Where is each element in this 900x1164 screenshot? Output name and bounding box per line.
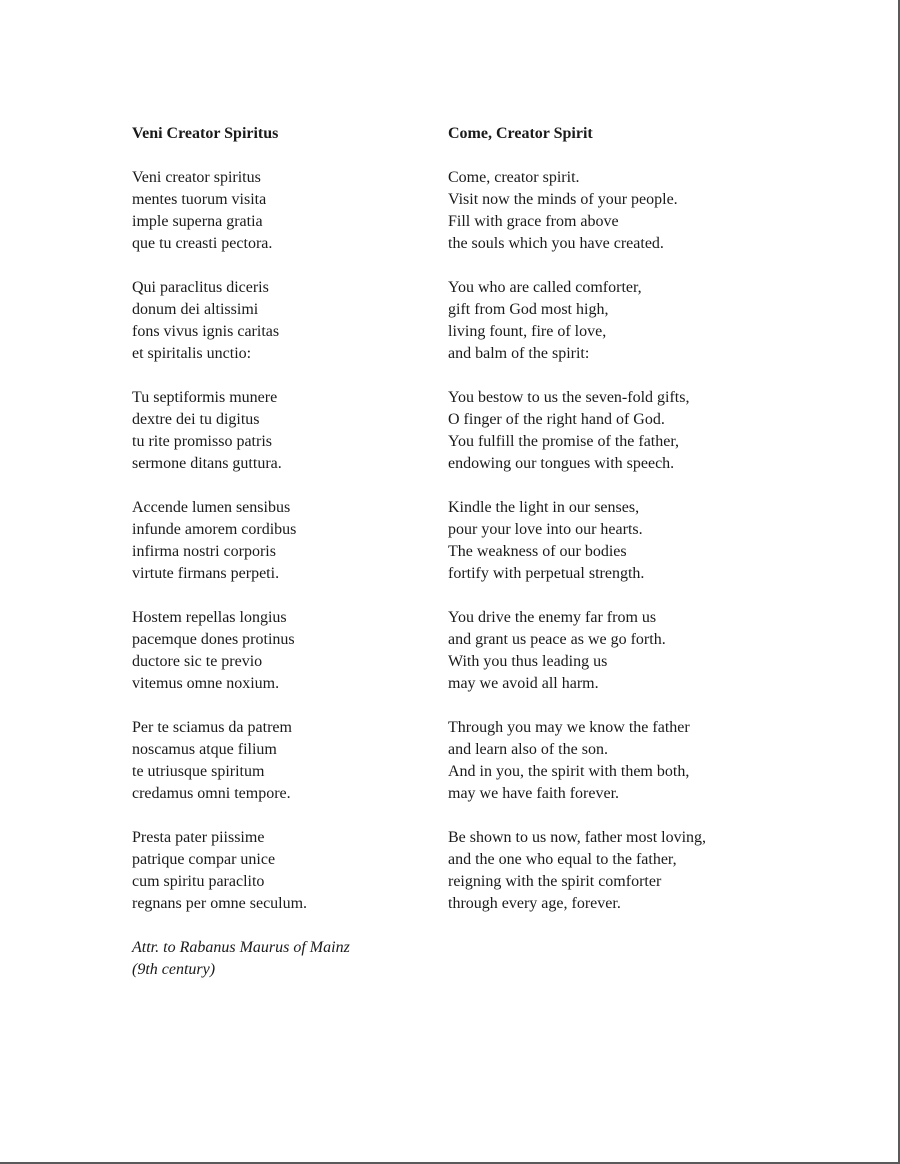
attribution [132,937,432,981]
latin-line: que tu creasti pectora. [132,235,273,252]
english-line: may we have faith forever. [448,785,620,802]
latin-line: vitemus omne noxium. [132,675,280,692]
english-line: gift from God most high, [448,301,609,318]
english-line: Visit now the minds of your people. [448,191,678,208]
latin-stanza-1 [132,167,432,255]
english-stanza-7 [448,827,868,915]
english-stanza-3 [448,387,868,475]
latin-line: donum dei altissimi [132,301,259,318]
latin-stanza-3 [132,387,432,475]
english-line: You who are called comforter, [448,279,642,296]
latin-column [132,123,432,981]
latin-line: ductore sic te previo [132,653,263,670]
english-line: O finger of the right hand of God. [448,411,665,428]
english-stanza-4 [448,497,868,585]
latin-line: Accende lumen sensibus [132,499,291,516]
english-line: With you thus leading us [448,653,608,670]
english-title: Come, Creator Spirit [448,125,593,142]
english-line: Through you may we know the father [448,719,690,736]
latin-line: Hostem repellas longius [132,609,287,626]
latin-line: virtute firmans perpeti. [132,565,280,582]
latin-stanza-4 [132,497,432,585]
latin-line: credamus omni tempore. [132,785,291,802]
latin-stanza-6 [132,717,432,805]
english-stanza-1 [448,167,868,255]
english-line: pour your love into our hearts. [448,521,643,538]
english-line: fortify with perpetual strength. [448,565,645,582]
latin-stanza-7 [132,827,432,915]
english-line: Be shown to us now, father most loving, [448,829,707,846]
latin-stanza-5 [132,607,432,695]
english-stanza-5 [448,607,868,695]
latin-line: cum spiritu paraclito [132,873,265,890]
english-line: may we avoid all harm. [448,675,599,692]
english-line: Kindle the light in our senses, [448,499,640,516]
latin-line: dextre dei tu digitus [132,411,260,428]
english-column [448,123,868,937]
english-line: You drive the enemy far from us [448,609,657,626]
english-line: You bestow to us the seven-fold gifts, [448,389,690,406]
english-line: Come, creator spirit. [448,169,580,186]
latin-line: noscamus atque filium [132,741,277,758]
english-line: and balm of the spirit: [448,345,590,362]
latin-line: fons vivus ignis caritas [132,323,280,340]
latin-line: pacemque dones protinus [132,631,295,648]
english-line: and grant us peace as we go forth. [448,631,666,648]
latin-stanza-2 [132,277,432,365]
english-line: The weakness of our bodies [448,543,627,560]
english-stanza-2 [448,277,868,365]
attribution-date: (9th century) [132,961,216,978]
latin-line: imple superna gratia [132,213,263,230]
latin-line: patrique compar unice [132,851,276,868]
attribution-author: Attr. to Rabanus Maurus of Mainz [132,939,350,956]
latin-line: Per te sciamus da patrem [132,719,292,736]
latin-line: regnans per omne seculum. [132,895,308,912]
english-line: endowing our tongues with speech. [448,455,675,472]
english-line: Fill with grace from above [448,213,619,230]
latin-line: Tu septiformis munere [132,389,278,406]
english-line: You fulfill the promise of the father, [448,433,680,450]
latin-line: et spiritalis unctio: [132,345,252,362]
latin-line: Qui paraclitus diceris [132,279,269,296]
latin-line: mentes tuorum visita [132,191,267,208]
english-line: living fount, fire of love, [448,323,607,340]
english-line: and learn also of the son. [448,741,608,758]
latin-line: te utriusque spiritum [132,763,265,780]
latin-line: Veni creator spiritus [132,169,261,186]
english-line: reigning with the spirit comforter [448,873,662,890]
latin-line: infirma nostri corporis [132,543,276,560]
latin-title: Veni Creator Spiritus [132,125,279,142]
latin-line: Presta pater piissime [132,829,265,846]
english-line: through every age, forever. [448,895,621,912]
english-stanza-6 [448,717,868,805]
english-line: And in you, the spirit with them both, [448,763,690,780]
latin-line: tu rite promisso patris [132,433,272,450]
english-line: the souls which you have created. [448,235,664,252]
latin-line: infunde amorem cordibus [132,521,297,538]
latin-line: sermone ditans guttura. [132,455,282,472]
english-line: and the one who equal to the father, [448,851,677,868]
